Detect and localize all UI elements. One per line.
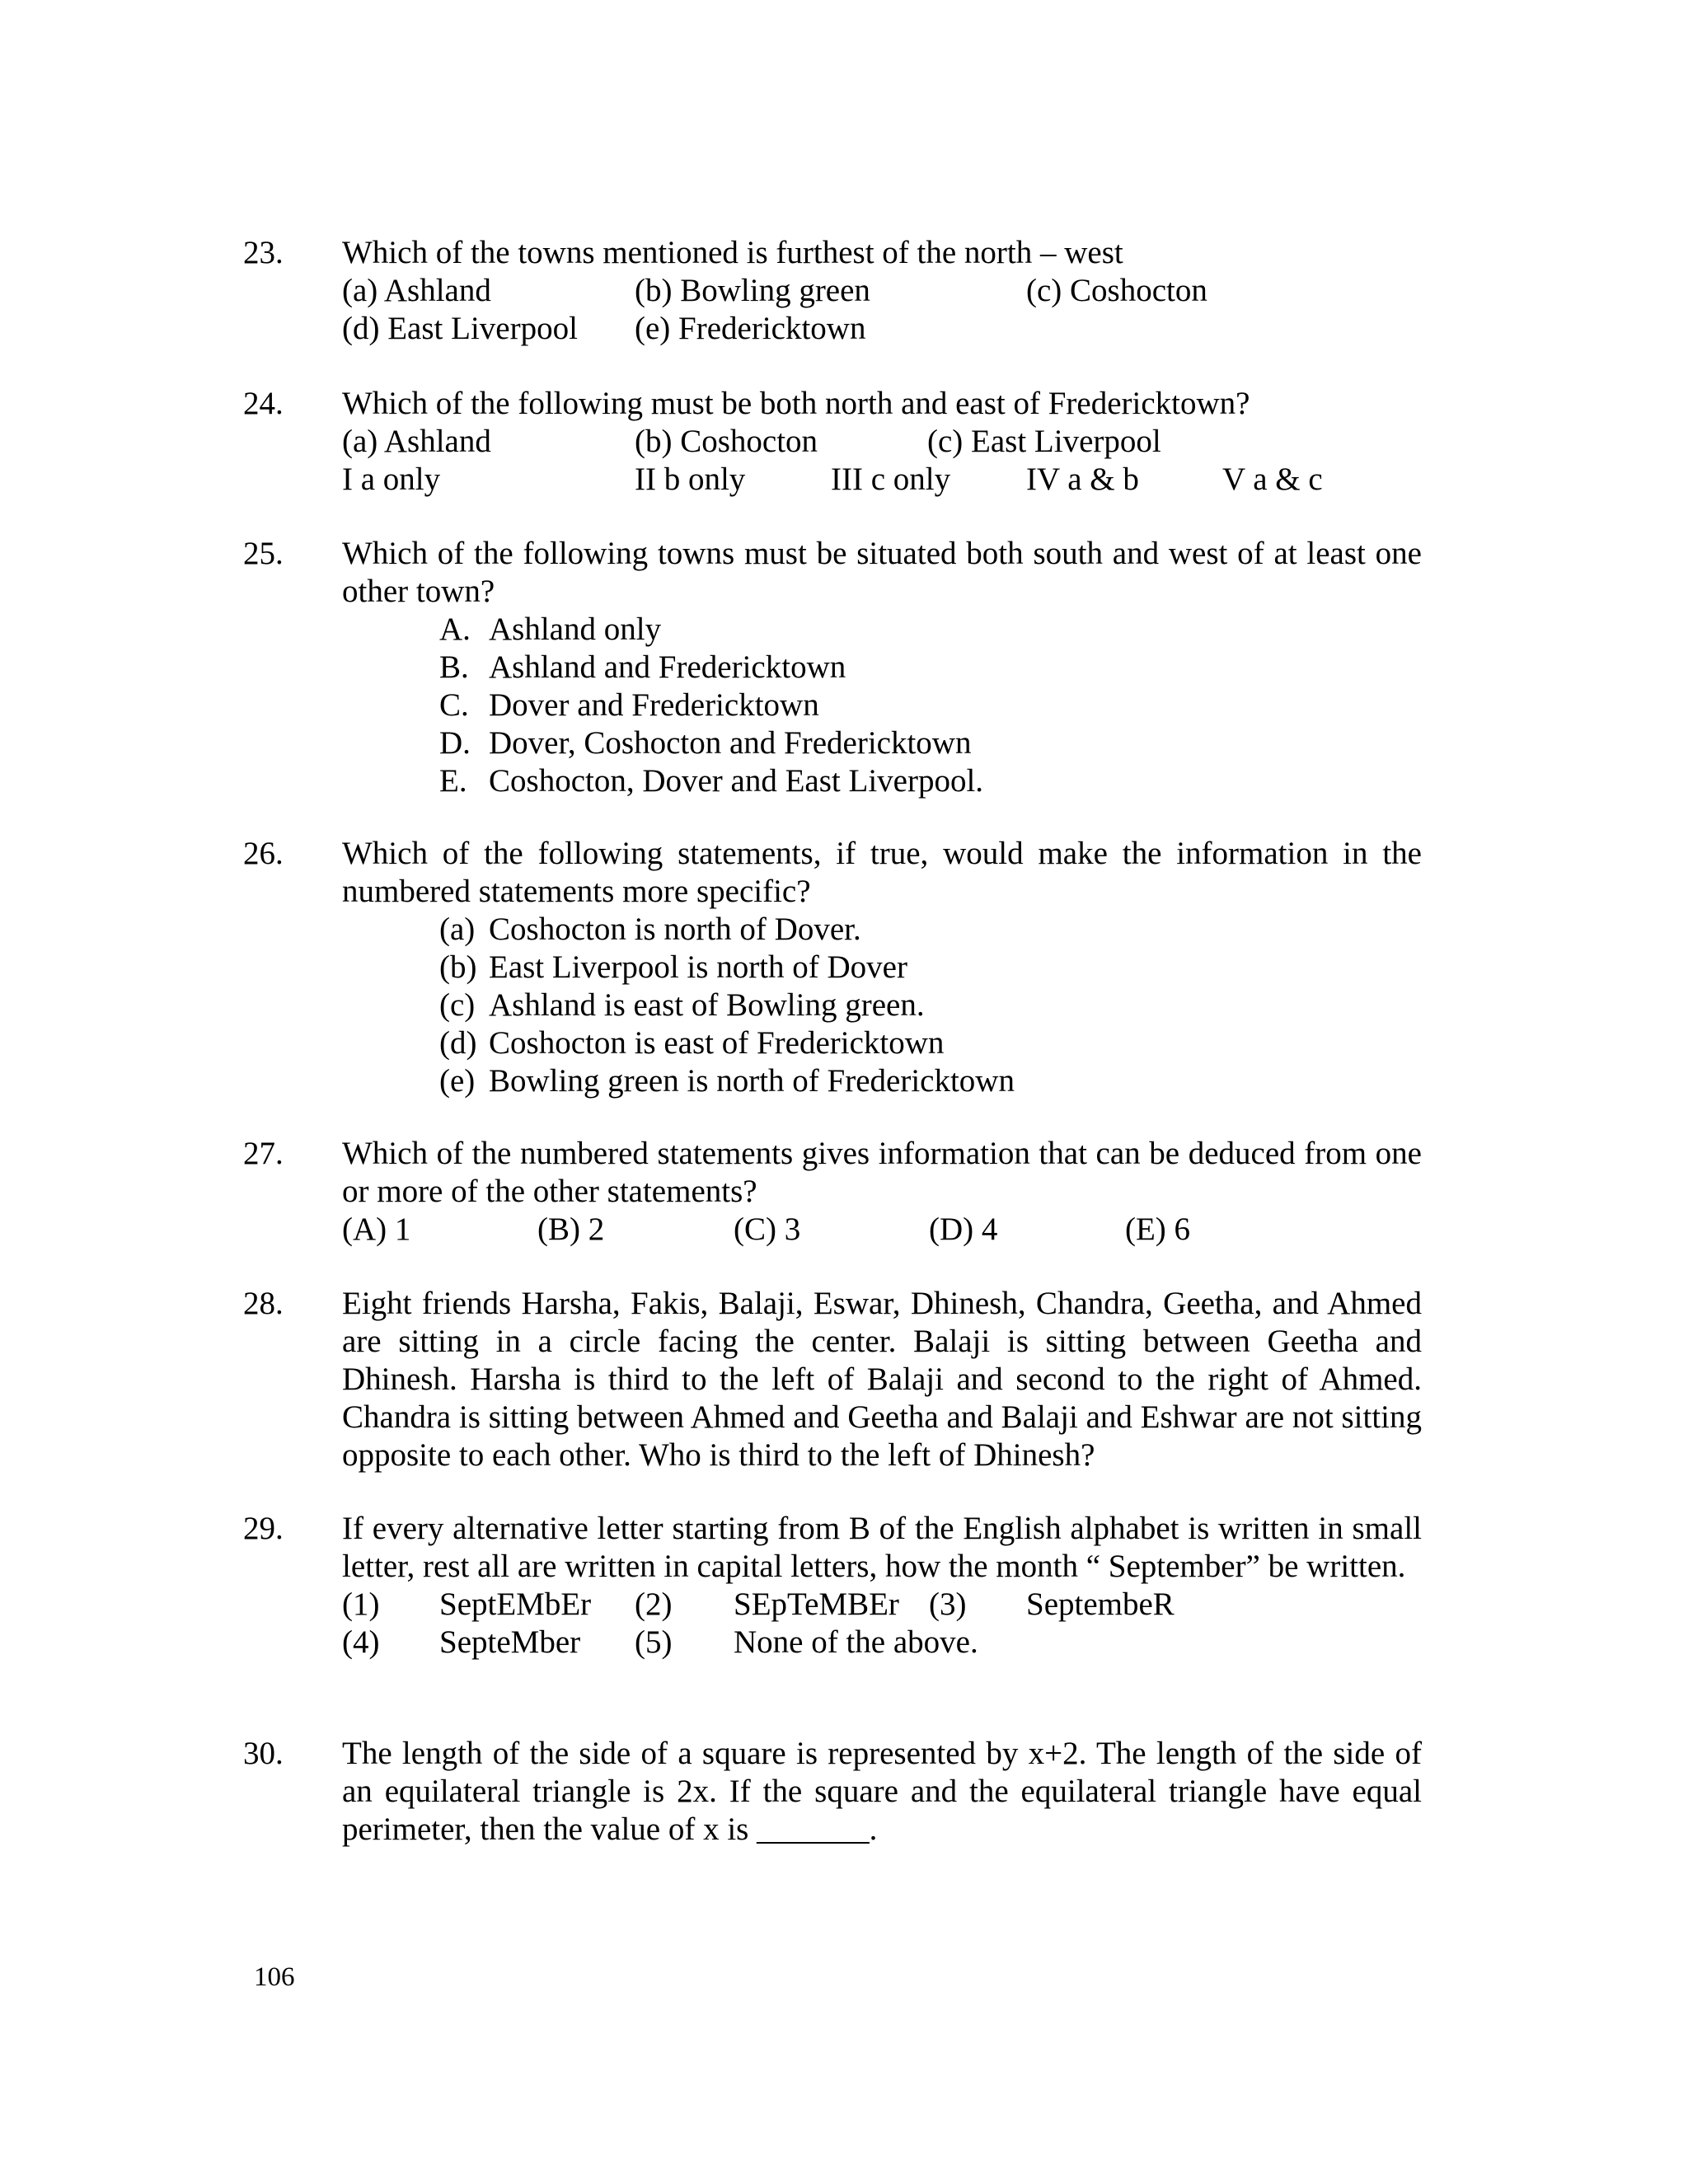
question-23 [243,234,1422,348]
options-list [439,611,1422,800]
option-text: Coshocton, Dover and East Liverpool. [489,763,984,799]
question-25 [243,535,1422,800]
question-stem: Which of the following towns must be situated both south and west of at least one other town? [342,536,1422,609]
options-row [342,1211,1422,1249]
option-marker: (a) [439,912,476,947]
option-marker: (e) [439,1063,476,1099]
option-text: Bowling green is north of Fredericktown [489,1063,1015,1099]
question-29 [243,1510,1422,1661]
answer-choice-5: V a & c [1222,462,1323,497]
options-row [342,1624,1422,1661]
option-marker: (5) [635,1624,673,1660]
answer-choice-2: II b only [635,462,746,497]
option-item [439,687,1422,724]
option-text: Coshocton is east of Fredericktown [489,1025,945,1061]
option-marker: E. [439,763,467,799]
option-item [439,1062,1422,1100]
option-marker: D. [439,725,471,761]
option-item [439,724,1422,762]
question-number: 23. [243,235,284,270]
option-marker: (4) [342,1624,380,1660]
option-e: (E) 6 [1125,1212,1191,1247]
option-b: (B) 2 [537,1212,605,1247]
option-text: Dover and Fredericktown [489,687,819,723]
option-b: (b) Bowling green [635,273,870,308]
option-marker: (c) [439,987,476,1023]
option-marker: B. [439,649,469,685]
option-b: (b) Coshocton [635,424,818,459]
option-c: (c) East Liverpool [927,424,1161,459]
question-number: 26. [243,836,284,871]
question-stem: If every alternative letter starting from B of the English alphabet is written in small letter, rest all are written in capital letters, how the month “ September” be written. [342,1511,1422,1584]
option-marker: A. [439,612,471,647]
answer-choice-3: III c only [831,462,951,497]
option-marker: (2) [635,1586,673,1622]
option-item [439,762,1422,800]
question-28 [243,1285,1422,1474]
option-marker: (d) [439,1025,477,1061]
option-a: (a) Ashland [342,424,491,459]
option-c: (C) 3 [734,1212,801,1247]
question-stem: The length of the side of a square is represented by x+2. The length of the side of an equilateral triangle is 2x. If the square and the equilateral triangle have equal perimeter, then the value of x is _______. [342,1736,1422,1847]
answer-choice-4: IV a & b [1026,462,1139,497]
option-marker: C. [439,687,469,723]
option-text: Ashland and Fredericktown [489,649,846,685]
question-27 [243,1135,1422,1249]
option-item [439,949,1422,987]
option-marker: (b) [439,949,477,985]
options-list [439,911,1422,1100]
question-number: 29. [243,1511,284,1546]
option-item [439,987,1422,1024]
options-row [342,1586,1422,1624]
option-text: East Liverpool is north of Dover [489,949,907,985]
option-item [439,649,1422,687]
option-text: SeptembeR [1026,1586,1175,1622]
answer-choice-1: I a only [342,462,441,497]
question-stem: Which of the following statements, if true, would make the information in the numbered statements more specific? [342,836,1422,909]
option-marker: (1) [342,1586,380,1622]
option-item [439,911,1422,949]
option-text: Coshocton is north of Dover. [489,912,861,947]
option-text: SepteMber [439,1624,581,1660]
question-number: 25. [243,536,284,571]
question-number: 24. [243,386,284,421]
options-row [342,272,1422,310]
question-26 [243,835,1422,1100]
option-d: (d) East Liverpool [342,311,578,346]
answer-choices-row [342,461,1422,499]
option-text: SeptEMbEr [439,1586,592,1622]
options-row [342,310,1422,348]
option-text: SEpTeMBEr [734,1586,899,1622]
page-number: 106 [254,1962,295,1992]
options-row [342,423,1422,461]
option-text: None of the above. [734,1624,978,1660]
option-text: Dover, Coshocton and Fredericktown [489,725,972,761]
option-a: (a) Ashland [342,273,491,308]
option-e: (e) Fredericktown [635,311,866,346]
option-item [439,1024,1422,1062]
question-stem: Which of the following must be both north and east of Fredericktown? [342,386,1250,421]
question-stem: Which of the towns mentioned is furthest of the north – west [342,235,1123,270]
option-marker: (3) [929,1586,967,1622]
option-c: (c) Coshocton [1026,273,1207,308]
option-d: (D) 4 [929,1212,998,1247]
option-text: Ashland is east of Bowling green. [489,987,925,1023]
question-24 [243,385,1422,499]
question-number: 27. [243,1136,284,1171]
option-text: Ashland only [489,612,662,647]
question-stem: Eight friends Harsha, Fakis, Balaji, Eswar, Dhinesh, Chandra, Geetha, and Ahmed are sitting in a circle facing the center. Balaji is sitting between Geetha and Dhinesh. Harsha is third to the left of Balaji and second to the right of Ahmed. Chandra is sitting between Ahmed and Geetha and Balaji and Eshwar are not sitting opposite to each other. Who is third to the left of Dhinesh? [342,1286,1422,1473]
question-number: 28. [243,1286,284,1321]
question-number: 30. [243,1736,284,1771]
question-30 [243,1735,1422,1849]
question-stem: Which of the numbered statements gives information that can be deduced from one or more of the other statements? [342,1136,1422,1209]
option-item [439,611,1422,649]
option-a: (A) 1 [342,1212,411,1247]
